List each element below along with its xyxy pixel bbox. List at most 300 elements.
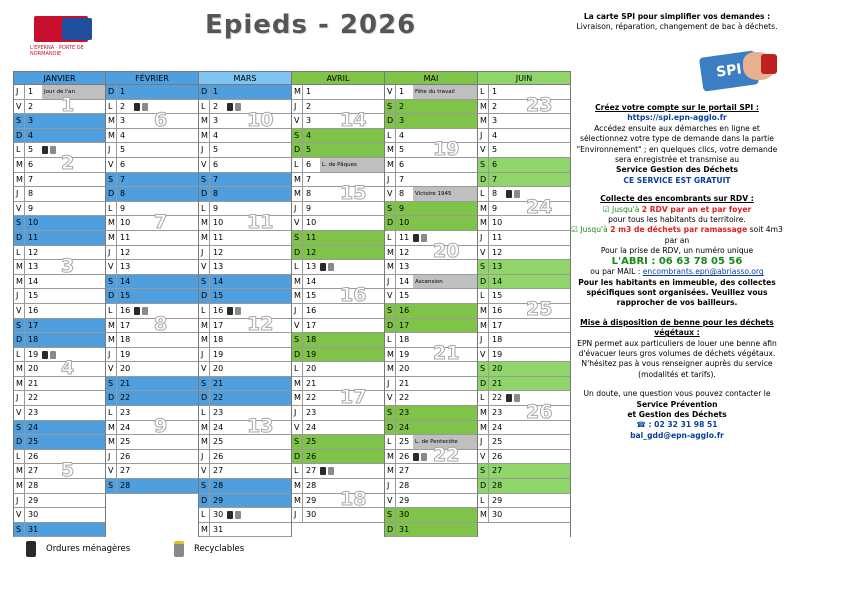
logo-flag bbox=[34, 16, 88, 42]
day-number: 14 bbox=[488, 275, 506, 289]
day-event bbox=[413, 158, 477, 172]
week-number: 16 bbox=[340, 283, 367, 306]
day-letter: J bbox=[201, 451, 204, 461]
day-row bbox=[14, 231, 105, 246]
day-number: 4 bbox=[395, 129, 413, 143]
day-row bbox=[14, 435, 105, 450]
day-row bbox=[199, 362, 291, 377]
day-event bbox=[506, 260, 570, 274]
day-event bbox=[134, 187, 198, 201]
day-letter: D bbox=[201, 291, 208, 301]
day-letter: V bbox=[387, 87, 393, 96]
day-number: 5 bbox=[116, 143, 134, 157]
day-event bbox=[134, 143, 198, 157]
day-number: 13 bbox=[209, 260, 227, 274]
day-letter: S bbox=[387, 305, 393, 315]
day-event bbox=[227, 450, 291, 464]
day-letter: D bbox=[480, 481, 487, 491]
day-event bbox=[506, 450, 570, 464]
day-event bbox=[227, 391, 291, 405]
household-bin-icon bbox=[227, 103, 233, 111]
spi-card: SPI bbox=[699, 50, 759, 91]
month-may bbox=[385, 71, 478, 537]
day-event bbox=[413, 479, 477, 493]
day-number: 10 bbox=[24, 216, 42, 230]
day-number: 15 bbox=[24, 289, 42, 303]
day-letter: S bbox=[387, 101, 393, 111]
day-row bbox=[199, 348, 291, 363]
day-event bbox=[413, 494, 477, 508]
day-number: 6 bbox=[116, 158, 134, 172]
household-bin-icon bbox=[42, 351, 48, 359]
day-number: 11 bbox=[116, 231, 134, 245]
day-row bbox=[292, 435, 384, 450]
day-letter: V bbox=[294, 422, 300, 432]
account-url[interactable]: https://spi.epn-agglo.fr bbox=[627, 113, 727, 123]
day-row bbox=[199, 494, 291, 509]
day-letter: D bbox=[387, 422, 394, 432]
day-letter: M bbox=[294, 291, 301, 301]
week-number: 6 bbox=[154, 108, 168, 131]
day-number: 18 bbox=[302, 333, 320, 347]
day-event bbox=[320, 362, 384, 376]
day-event bbox=[227, 362, 291, 376]
day-letter: L bbox=[294, 159, 299, 169]
day-number: 16 bbox=[395, 304, 413, 318]
day-number: 15 bbox=[395, 289, 413, 303]
day-event bbox=[506, 158, 570, 172]
day-letter: V bbox=[16, 305, 22, 315]
day-number: 27 bbox=[395, 464, 413, 478]
day-row bbox=[199, 304, 291, 319]
day-letter: L bbox=[201, 101, 206, 111]
day-letter: D bbox=[480, 378, 487, 388]
day-letter: L bbox=[201, 305, 206, 315]
day-row bbox=[478, 494, 570, 509]
day-letter: M bbox=[108, 116, 115, 126]
legend-om: Ordures ménagères bbox=[26, 541, 130, 557]
day-number: 18 bbox=[488, 333, 506, 347]
day-number: 17 bbox=[24, 319, 42, 333]
week-number: 23 bbox=[526, 94, 553, 116]
day-row bbox=[14, 377, 105, 392]
day-event bbox=[506, 348, 570, 362]
recycling-bin-icon bbox=[50, 146, 56, 154]
day-event bbox=[42, 319, 105, 333]
day-row bbox=[385, 260, 477, 275]
day-row bbox=[478, 391, 570, 406]
day-letter: M bbox=[294, 276, 301, 286]
day-number: 26 bbox=[24, 450, 42, 464]
day-letter: J bbox=[294, 101, 297, 111]
day-event bbox=[134, 173, 198, 187]
abri-phone[interactable]: L'ABRI : 06 63 78 05 56 bbox=[611, 255, 743, 267]
day-letter: M bbox=[387, 466, 394, 476]
day-row bbox=[106, 319, 198, 334]
day-row bbox=[292, 319, 384, 334]
day-event bbox=[227, 187, 291, 201]
recycling-bin-icon bbox=[328, 467, 334, 475]
day-row bbox=[199, 187, 291, 202]
day-row bbox=[199, 508, 291, 523]
day-number: 20 bbox=[116, 362, 134, 376]
day-letter: M bbox=[16, 378, 23, 388]
day-letter: D bbox=[480, 276, 487, 286]
month-apr bbox=[292, 71, 385, 537]
day-row bbox=[292, 114, 384, 129]
day-letter: J bbox=[108, 145, 111, 155]
day-letter: V bbox=[480, 349, 486, 359]
day-number: 23 bbox=[395, 406, 413, 420]
day-row bbox=[14, 143, 105, 158]
day-letter: D bbox=[201, 393, 208, 403]
day-event bbox=[506, 333, 570, 347]
day-letter: J bbox=[387, 378, 390, 388]
day-number: 15 bbox=[209, 289, 227, 303]
day-number: 13 bbox=[116, 260, 134, 274]
day-event bbox=[227, 246, 291, 260]
day-event bbox=[134, 333, 198, 347]
day-letter: M bbox=[16, 481, 23, 491]
day-letter: J bbox=[387, 174, 390, 184]
day-row bbox=[14, 129, 105, 144]
day-row bbox=[385, 85, 477, 100]
spi-intro bbox=[570, 12, 784, 33]
day-row bbox=[478, 158, 570, 173]
contact-email[interactable]: bal_gdd@epn-agglo.fr bbox=[630, 430, 724, 440]
day-number: 26 bbox=[116, 450, 134, 464]
day-row bbox=[478, 100, 570, 115]
recycling-bin-icon bbox=[421, 453, 427, 461]
day-event bbox=[227, 275, 291, 289]
day-number: 2 bbox=[488, 100, 506, 114]
day-event bbox=[134, 129, 198, 143]
day-letter: L bbox=[387, 335, 392, 345]
day-row bbox=[478, 435, 570, 450]
month-header: MARS bbox=[199, 71, 291, 85]
recycling-bin-icon bbox=[142, 103, 148, 111]
holiday-label: Ascension bbox=[415, 278, 443, 285]
day-number: 3 bbox=[209, 114, 227, 128]
day-letter: L bbox=[108, 305, 113, 315]
day-number: 24 bbox=[302, 421, 320, 435]
day-letter: M bbox=[387, 451, 394, 461]
day-event bbox=[42, 494, 105, 508]
day-row bbox=[385, 129, 477, 144]
day-letter: D bbox=[294, 349, 301, 359]
day-row bbox=[385, 377, 477, 392]
day-letter: V bbox=[387, 291, 393, 301]
day-event bbox=[227, 85, 291, 99]
day-event bbox=[227, 377, 291, 391]
day-number: 8 bbox=[488, 187, 506, 201]
day-row bbox=[106, 129, 198, 144]
day-number: 16 bbox=[116, 304, 134, 318]
day-event bbox=[227, 260, 291, 274]
day-letter: L bbox=[387, 437, 392, 447]
day-row bbox=[292, 100, 384, 115]
day-row bbox=[106, 421, 198, 436]
day-letter: J bbox=[108, 349, 111, 359]
day-row bbox=[292, 508, 384, 523]
day-row bbox=[385, 304, 477, 319]
day-letter: V bbox=[108, 262, 114, 272]
day-row bbox=[385, 435, 477, 450]
day-event bbox=[413, 464, 477, 478]
day-row bbox=[385, 494, 477, 509]
day-letter: J bbox=[294, 510, 297, 520]
day-number: 29 bbox=[209, 494, 227, 508]
day-letter: M bbox=[201, 422, 208, 432]
day-row bbox=[385, 202, 477, 217]
recycling-bin-icon bbox=[514, 394, 520, 402]
day-row bbox=[106, 158, 198, 173]
day-letter: S bbox=[201, 378, 207, 388]
day-row bbox=[478, 216, 570, 231]
day-number: 28 bbox=[24, 479, 42, 493]
day-row bbox=[199, 450, 291, 465]
household-bin-icon bbox=[227, 307, 233, 315]
day-number: 27 bbox=[488, 464, 506, 478]
day-number: 30 bbox=[24, 508, 42, 522]
week-number: 17 bbox=[340, 386, 367, 408]
day-letter: J bbox=[294, 408, 297, 418]
day-letter: S bbox=[294, 335, 300, 345]
day-row bbox=[478, 464, 570, 479]
day-number: 7 bbox=[488, 173, 506, 187]
day-letter: M bbox=[294, 189, 301, 199]
day-letter: M bbox=[201, 218, 208, 228]
day-letter: V bbox=[201, 364, 207, 374]
day-event bbox=[413, 304, 477, 318]
day-number: 25 bbox=[302, 435, 320, 449]
account-title: Créez votre compte sur le portail SPI : bbox=[595, 103, 759, 112]
week-number: 18 bbox=[340, 488, 367, 511]
day-number: 12 bbox=[488, 246, 506, 260]
day-row bbox=[292, 202, 384, 217]
day-row bbox=[14, 333, 105, 348]
day-letter: L bbox=[294, 262, 299, 272]
day-row bbox=[385, 158, 477, 173]
day-letter: D bbox=[16, 130, 23, 140]
day-number: 23 bbox=[116, 406, 134, 420]
day-number: 22 bbox=[488, 391, 506, 405]
day-number: 29 bbox=[395, 494, 413, 508]
day-number: 23 bbox=[302, 406, 320, 420]
day-number: 14 bbox=[24, 275, 42, 289]
day-number: 19 bbox=[488, 348, 506, 362]
day-row bbox=[478, 143, 570, 158]
contact-phone[interactable]: ☎ : 02 32 31 98 51 bbox=[636, 420, 718, 430]
day-event bbox=[320, 202, 384, 216]
day-row bbox=[385, 275, 477, 290]
day-number: 16 bbox=[302, 304, 320, 318]
day-row bbox=[478, 333, 570, 348]
day-number: 15 bbox=[488, 289, 506, 303]
day-event bbox=[227, 348, 291, 362]
day-letter: V bbox=[201, 262, 207, 272]
day-event bbox=[227, 158, 291, 172]
day-letter: J bbox=[480, 232, 483, 242]
day-number: 4 bbox=[24, 129, 42, 143]
encombrants-line2: ☑ Jusqu'à 2 m3 de déchets par ramassage soit 4m3 par an bbox=[571, 225, 783, 245]
day-number: 28 bbox=[302, 479, 320, 493]
day-row bbox=[478, 377, 570, 392]
day-letter: S bbox=[294, 232, 300, 242]
day-number: 5 bbox=[488, 143, 506, 157]
day-letter: D bbox=[294, 247, 301, 257]
day-letter: D bbox=[108, 291, 115, 301]
day-letter: L bbox=[294, 364, 299, 374]
day-number: 11 bbox=[488, 231, 506, 245]
day-row bbox=[385, 143, 477, 158]
day-row bbox=[14, 260, 105, 275]
rdv-text: Pour la prise de RDV, un numéro unique bbox=[600, 246, 754, 256]
day-letter: D bbox=[294, 451, 301, 461]
day-row bbox=[14, 523, 105, 538]
day-event bbox=[227, 523, 291, 537]
day-letter: M bbox=[16, 276, 23, 286]
day-number: 22 bbox=[209, 391, 227, 405]
day-letter: S bbox=[108, 378, 114, 388]
household-bin-icon bbox=[134, 307, 140, 315]
day-row bbox=[385, 464, 477, 479]
day-number: 25 bbox=[209, 435, 227, 449]
day-event bbox=[227, 479, 291, 493]
contact-service-2: et Gestion des Déchets bbox=[627, 409, 727, 419]
day-number: 19 bbox=[24, 348, 42, 362]
day-letter: S bbox=[16, 320, 22, 330]
week-number: 20 bbox=[433, 240, 460, 262]
day-letter: M bbox=[108, 232, 115, 242]
day-letter: S bbox=[480, 364, 486, 374]
day-number: 10 bbox=[209, 216, 227, 230]
day-letter: M bbox=[294, 174, 301, 184]
day-row bbox=[199, 275, 291, 290]
day-event bbox=[134, 275, 198, 289]
day-event bbox=[506, 421, 570, 435]
day-event bbox=[506, 319, 570, 333]
day-row bbox=[14, 319, 105, 334]
day-event bbox=[134, 391, 198, 405]
day-row bbox=[199, 158, 291, 173]
day-letter: S bbox=[108, 276, 114, 286]
day-row bbox=[385, 289, 477, 304]
day-letter: V bbox=[108, 364, 114, 374]
day-row bbox=[199, 523, 291, 538]
day-letter: V bbox=[387, 189, 393, 199]
day-letter: D bbox=[16, 335, 23, 345]
household-bin-icon bbox=[413, 234, 419, 242]
day-number: 30 bbox=[395, 508, 413, 522]
day-row bbox=[106, 216, 198, 231]
day-number: 31 bbox=[209, 523, 227, 537]
day-event bbox=[506, 231, 570, 245]
day-letter: J bbox=[16, 393, 19, 403]
day-letter: M bbox=[201, 232, 208, 242]
day-letter: L bbox=[480, 291, 485, 301]
day-number: 1 bbox=[395, 85, 413, 99]
day-number: 14 bbox=[116, 275, 134, 289]
day-row bbox=[106, 202, 198, 217]
day-row bbox=[14, 289, 105, 304]
day-row bbox=[106, 100, 198, 115]
day-event bbox=[506, 494, 570, 508]
day-number: 5 bbox=[302, 143, 320, 157]
day-event bbox=[506, 216, 570, 230]
day-letter: J bbox=[480, 437, 483, 447]
month-header: AVRIL bbox=[292, 71, 384, 85]
day-number: 28 bbox=[116, 479, 134, 493]
day-number: 22 bbox=[116, 391, 134, 405]
day-row bbox=[106, 114, 198, 129]
day-letter: L bbox=[16, 247, 21, 257]
day-event bbox=[227, 289, 291, 303]
day-letter: S bbox=[16, 422, 22, 432]
day-row bbox=[106, 246, 198, 261]
day-row bbox=[199, 377, 291, 392]
day-row bbox=[14, 450, 105, 465]
day-row bbox=[478, 275, 570, 290]
day-letter: L bbox=[16, 349, 21, 359]
day-row bbox=[106, 260, 198, 275]
day-row bbox=[385, 362, 477, 377]
day-event bbox=[42, 202, 105, 216]
day-number: 2 bbox=[209, 100, 227, 114]
day-number: 22 bbox=[24, 391, 42, 405]
week-number: 9 bbox=[154, 415, 168, 438]
encombrants-line1: ☑ Jusqu'à 2 RDV par an et par foyer pour tous les habitants du territoire. bbox=[602, 204, 752, 225]
day-event bbox=[413, 202, 477, 216]
day-number: 30 bbox=[488, 508, 506, 522]
day-number: 12 bbox=[395, 246, 413, 260]
month-mar bbox=[199, 71, 292, 537]
benne-title: Mise à disposition de benne pour les déchets végétaux : bbox=[580, 317, 774, 338]
day-number: 18 bbox=[116, 333, 134, 347]
day-row bbox=[14, 304, 105, 319]
day-letter: M bbox=[16, 364, 23, 374]
day-number: 14 bbox=[302, 275, 320, 289]
day-event bbox=[42, 508, 105, 522]
day-letter: S bbox=[480, 262, 486, 272]
day-letter: S bbox=[387, 203, 393, 213]
day-row bbox=[385, 231, 477, 246]
day-number: 17 bbox=[209, 319, 227, 333]
day-event bbox=[506, 129, 570, 143]
day-letter: L bbox=[201, 510, 206, 520]
week-number: 19 bbox=[433, 137, 460, 160]
day-row bbox=[292, 348, 384, 363]
day-number: 28 bbox=[395, 479, 413, 493]
encombrants-mail-link[interactable]: encombrants.epn@abriasso.org bbox=[642, 267, 764, 277]
day-letter: J bbox=[294, 305, 297, 315]
day-event bbox=[227, 173, 291, 187]
logo-text: L'EPERNA · PORTE DE NORMANDIE bbox=[30, 45, 84, 57]
day-row bbox=[478, 362, 570, 377]
day-event bbox=[320, 158, 384, 172]
day-number: 17 bbox=[116, 319, 134, 333]
day-number: 7 bbox=[116, 173, 134, 187]
calendar-grid bbox=[13, 71, 571, 537]
day-row bbox=[478, 129, 570, 144]
month-header: JUIN bbox=[478, 71, 570, 85]
day-row bbox=[478, 406, 570, 421]
day-row bbox=[292, 377, 384, 392]
day-letter: J bbox=[16, 495, 19, 505]
day-row bbox=[14, 464, 105, 479]
day-number: 17 bbox=[395, 319, 413, 333]
day-event bbox=[413, 260, 477, 274]
